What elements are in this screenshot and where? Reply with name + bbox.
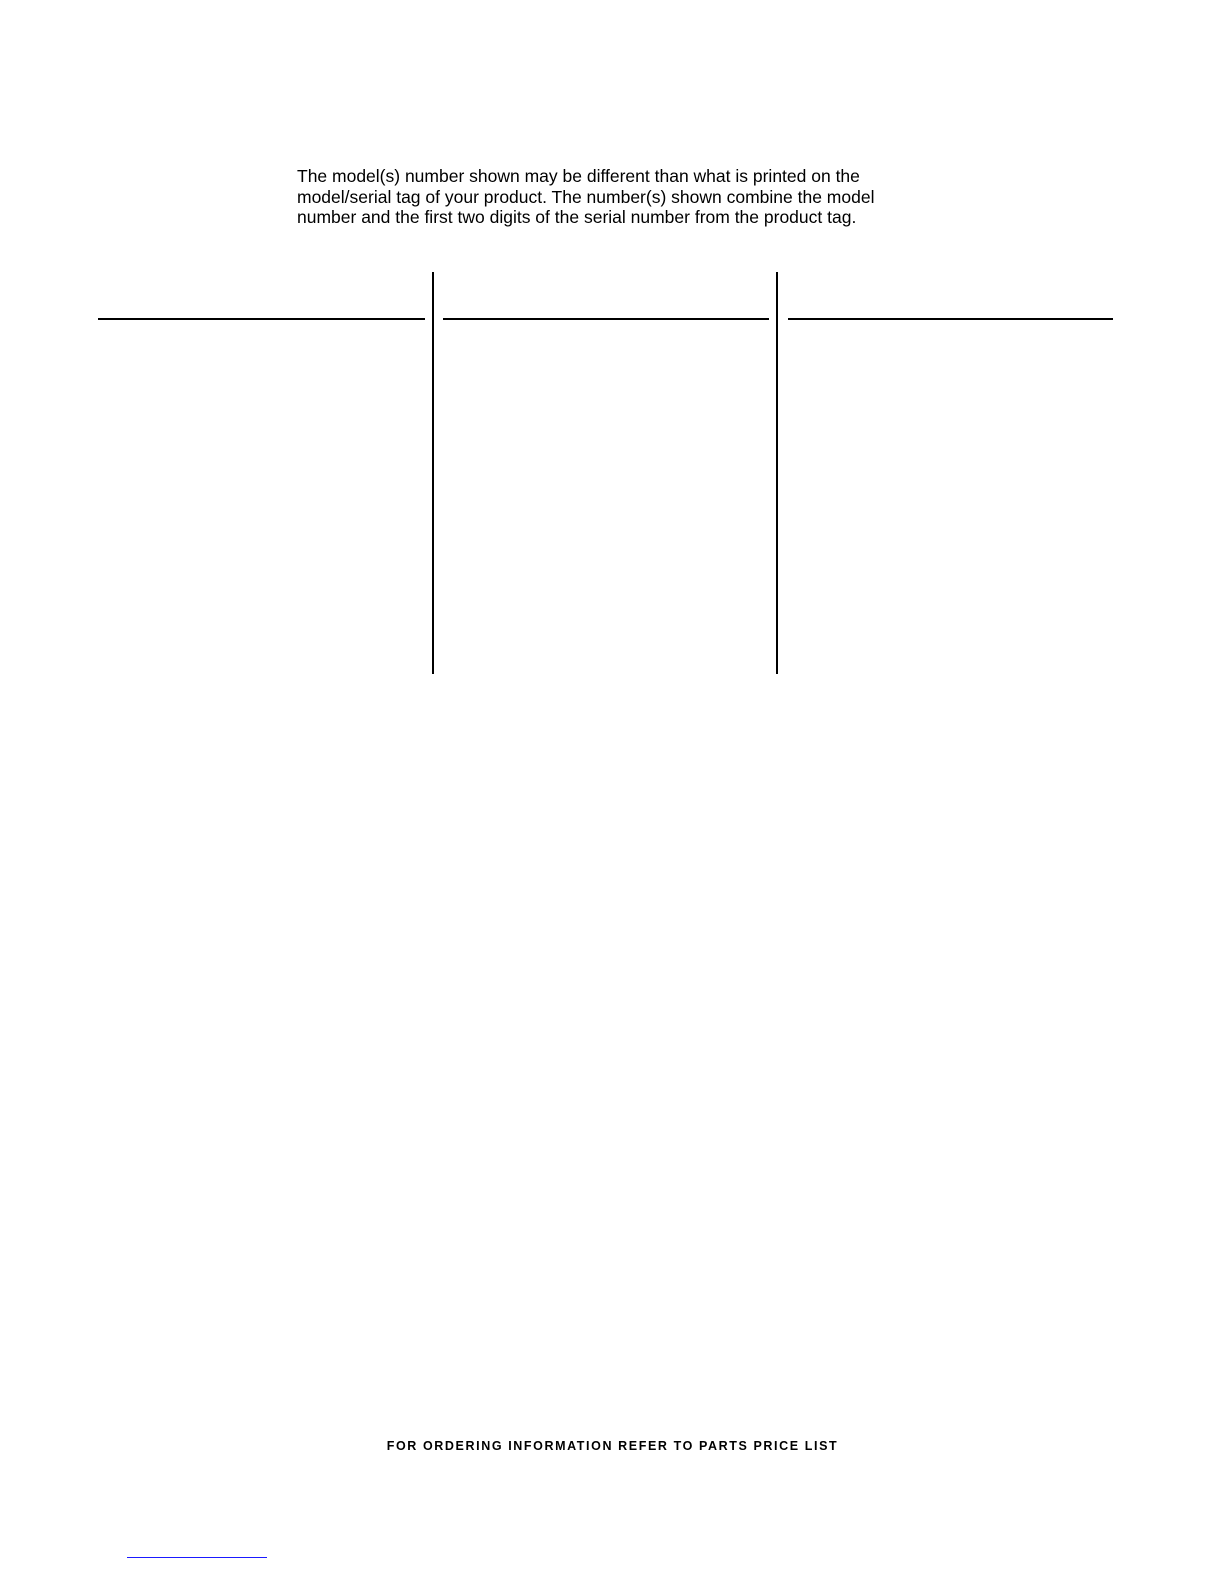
ordering-information-footer: FOR ORDERING INFORMATION REFER TO PARTS PRICE LIST bbox=[386, 1439, 839, 1453]
model-list-column-3 bbox=[788, 330, 1113, 670]
notice-line-1: The model(s) number shown may be different than what is printed on the bbox=[297, 166, 860, 186]
column-divider-2 bbox=[776, 272, 778, 674]
column-3-header-rule bbox=[788, 318, 1113, 320]
column-divider-1 bbox=[432, 272, 434, 674]
column-1-header-rule bbox=[98, 318, 425, 320]
notice-line-2: model/serial tag of your product. The number(s) shown combine the model bbox=[297, 186, 875, 207]
model-number-notice bbox=[297, 166, 937, 228]
notice-line-3: number and the first two digits of the serial number from the product tag. bbox=[297, 207, 857, 227]
model-list-column-1 bbox=[98, 330, 425, 670]
bottom-link-underline[interactable] bbox=[127, 1557, 267, 1558]
column-2-header-rule bbox=[443, 318, 769, 320]
model-list-column-2 bbox=[443, 330, 769, 670]
